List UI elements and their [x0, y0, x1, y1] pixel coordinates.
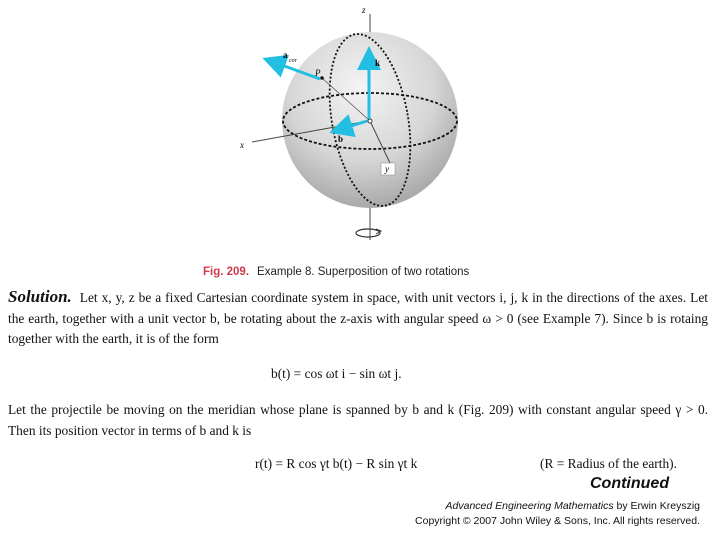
point-p-label: P [315, 68, 321, 78]
k-label: k [375, 58, 381, 68]
solution-paragraph [8, 287, 708, 350]
equation-r-of-t: r(t) = R cos γt b(t) − R sin γt k [255, 456, 418, 471]
equation-r-note: (R = Radius of the earth). [540, 456, 677, 471]
point-p [320, 76, 324, 80]
acor-subscript: cor [289, 58, 297, 64]
continued-label: Continued [590, 475, 670, 492]
z-axis-label: z [362, 5, 366, 15]
figure-caption [203, 266, 469, 278]
paragraph-1: Let x, y, z be a fixed Cartesian coordinate system in space, with unit vectors i, j, k in the directions of the axes. Let the earth, together with a unit vector b, be rotating about the z-axis with angular speed ω > 0 (see Example 7). Since b is rotaing together with the earth, it is of the form [8, 290, 708, 346]
footer-author: by Erwin Kreyszig [616, 500, 700, 512]
b-label: b [338, 134, 344, 144]
equation-b-of-t: b(t) = cos ωt i − sin ωt j. [271, 366, 402, 381]
y-axis-label: y [385, 164, 389, 174]
rotation-arrow-icon [356, 229, 380, 237]
paragraph-2: Let the projectile be moving on the meridian whose plane is spanned by b and k (Fig. 209) with constant angular speed γ > 0. Then its position vector in terms of b and k is [8, 402, 708, 438]
x-axis-label: x [240, 140, 244, 150]
footer-copyright: Copyright © 2007 John Wiley & Sons, Inc. All rights reserved. [415, 515, 700, 527]
footer-book-title: Advanced Engineering Mathematics [445, 500, 614, 512]
footer-book-line [446, 500, 700, 512]
solution-label: Solution. [8, 287, 72, 306]
figure-caption-text: Example 8. Superposition of two rotations [257, 266, 470, 278]
acor-label: a [283, 50, 288, 60]
figure-number: Fig. 209. [203, 266, 250, 278]
